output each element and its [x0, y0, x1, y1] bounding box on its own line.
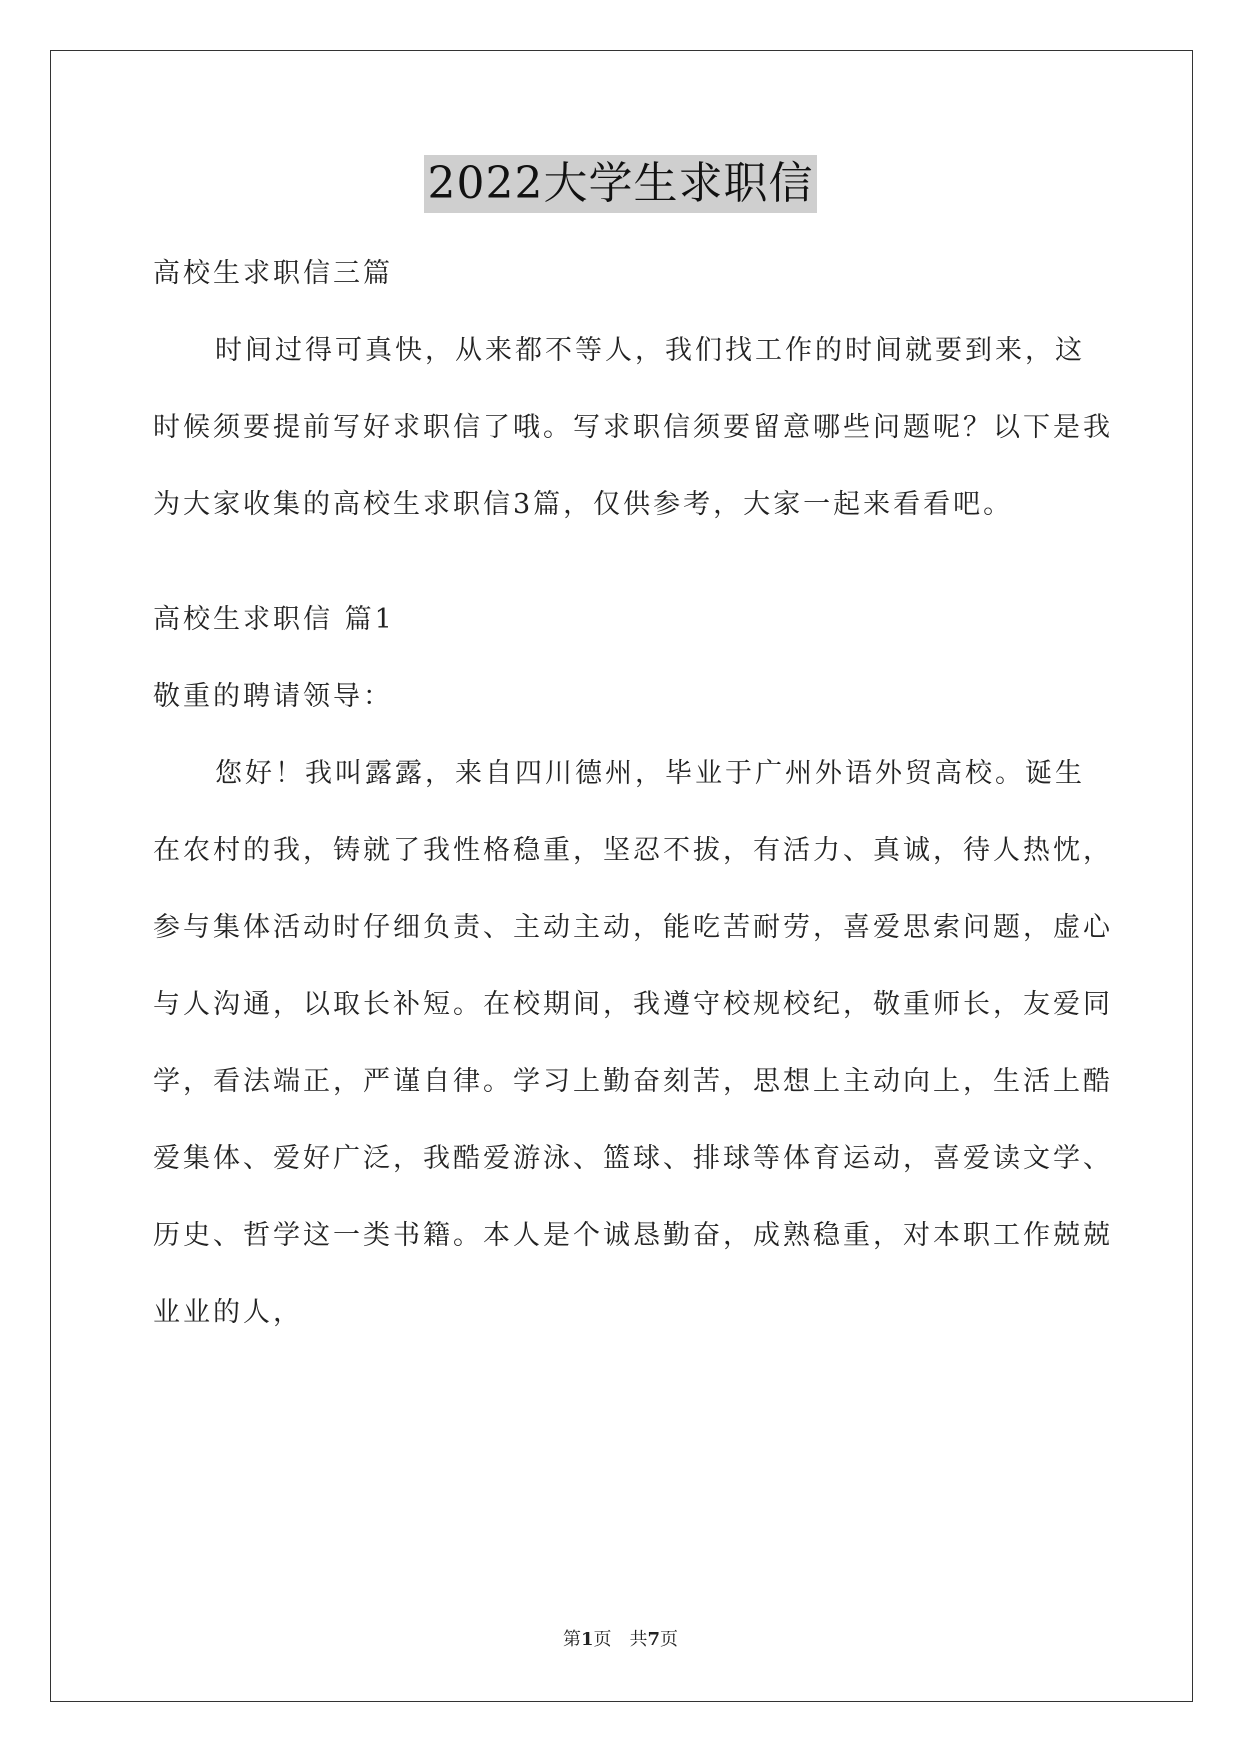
section-heading: 高校生求职信 篇1: [153, 604, 395, 635]
subtitle: 高校生求职信三篇: [153, 258, 393, 289]
footer-middle: 页 共: [593, 1629, 648, 1650]
footer-page-number: 1: [580, 1629, 594, 1650]
section-spacer: [153, 543, 1113, 581]
footer-total-pages: 7: [647, 1629, 661, 1650]
document-title: 2022大学生求职信: [424, 155, 818, 213]
page-footer: [0, 1625, 1241, 1651]
footer-suffix: 页: [660, 1629, 679, 1650]
body-paragraph: 您好！我叫露露，来自四川德州，毕业于广州外语外贸高校。诞生在农村的我，铸就了我性格稳重，坚忍不拔，有活力、真诚，待人热忱，参与集体活动时仔细负责、主动主动，能吃苦耐劳，喜爱思索问题，虚心与人沟通，以取长补短。在校期间，我遵守校规校纪，敬重师长，友爱同学，看法端正，严谨自律。学习上勤奋刻苦，思想上主动向上，生活上酷爱集体、爱好广泛，我酷爱游泳、篮球、排球等体育运动，喜爱读文学、历史、哲学这一类书籍。本人是个诚恳勤奋，成熟稳重，对本职工作兢兢业业的人，: [153, 758, 1113, 1328]
title-container: [0, 155, 1241, 213]
salutation: 敬重的聘请领导：: [153, 681, 393, 712]
intro-paragraph: 时间过得可真快，从来都不等人，我们找工作的时间就要到来，这时候须要提前写好求职信了哦。写求职信须要留意哪些问题呢？以下是我为大家收集的高校生求职信3篇，仅供参考，大家一起来看看吧。: [153, 335, 1113, 520]
footer-prefix: 第: [562, 1629, 581, 1650]
document-body: [153, 235, 1113, 1351]
